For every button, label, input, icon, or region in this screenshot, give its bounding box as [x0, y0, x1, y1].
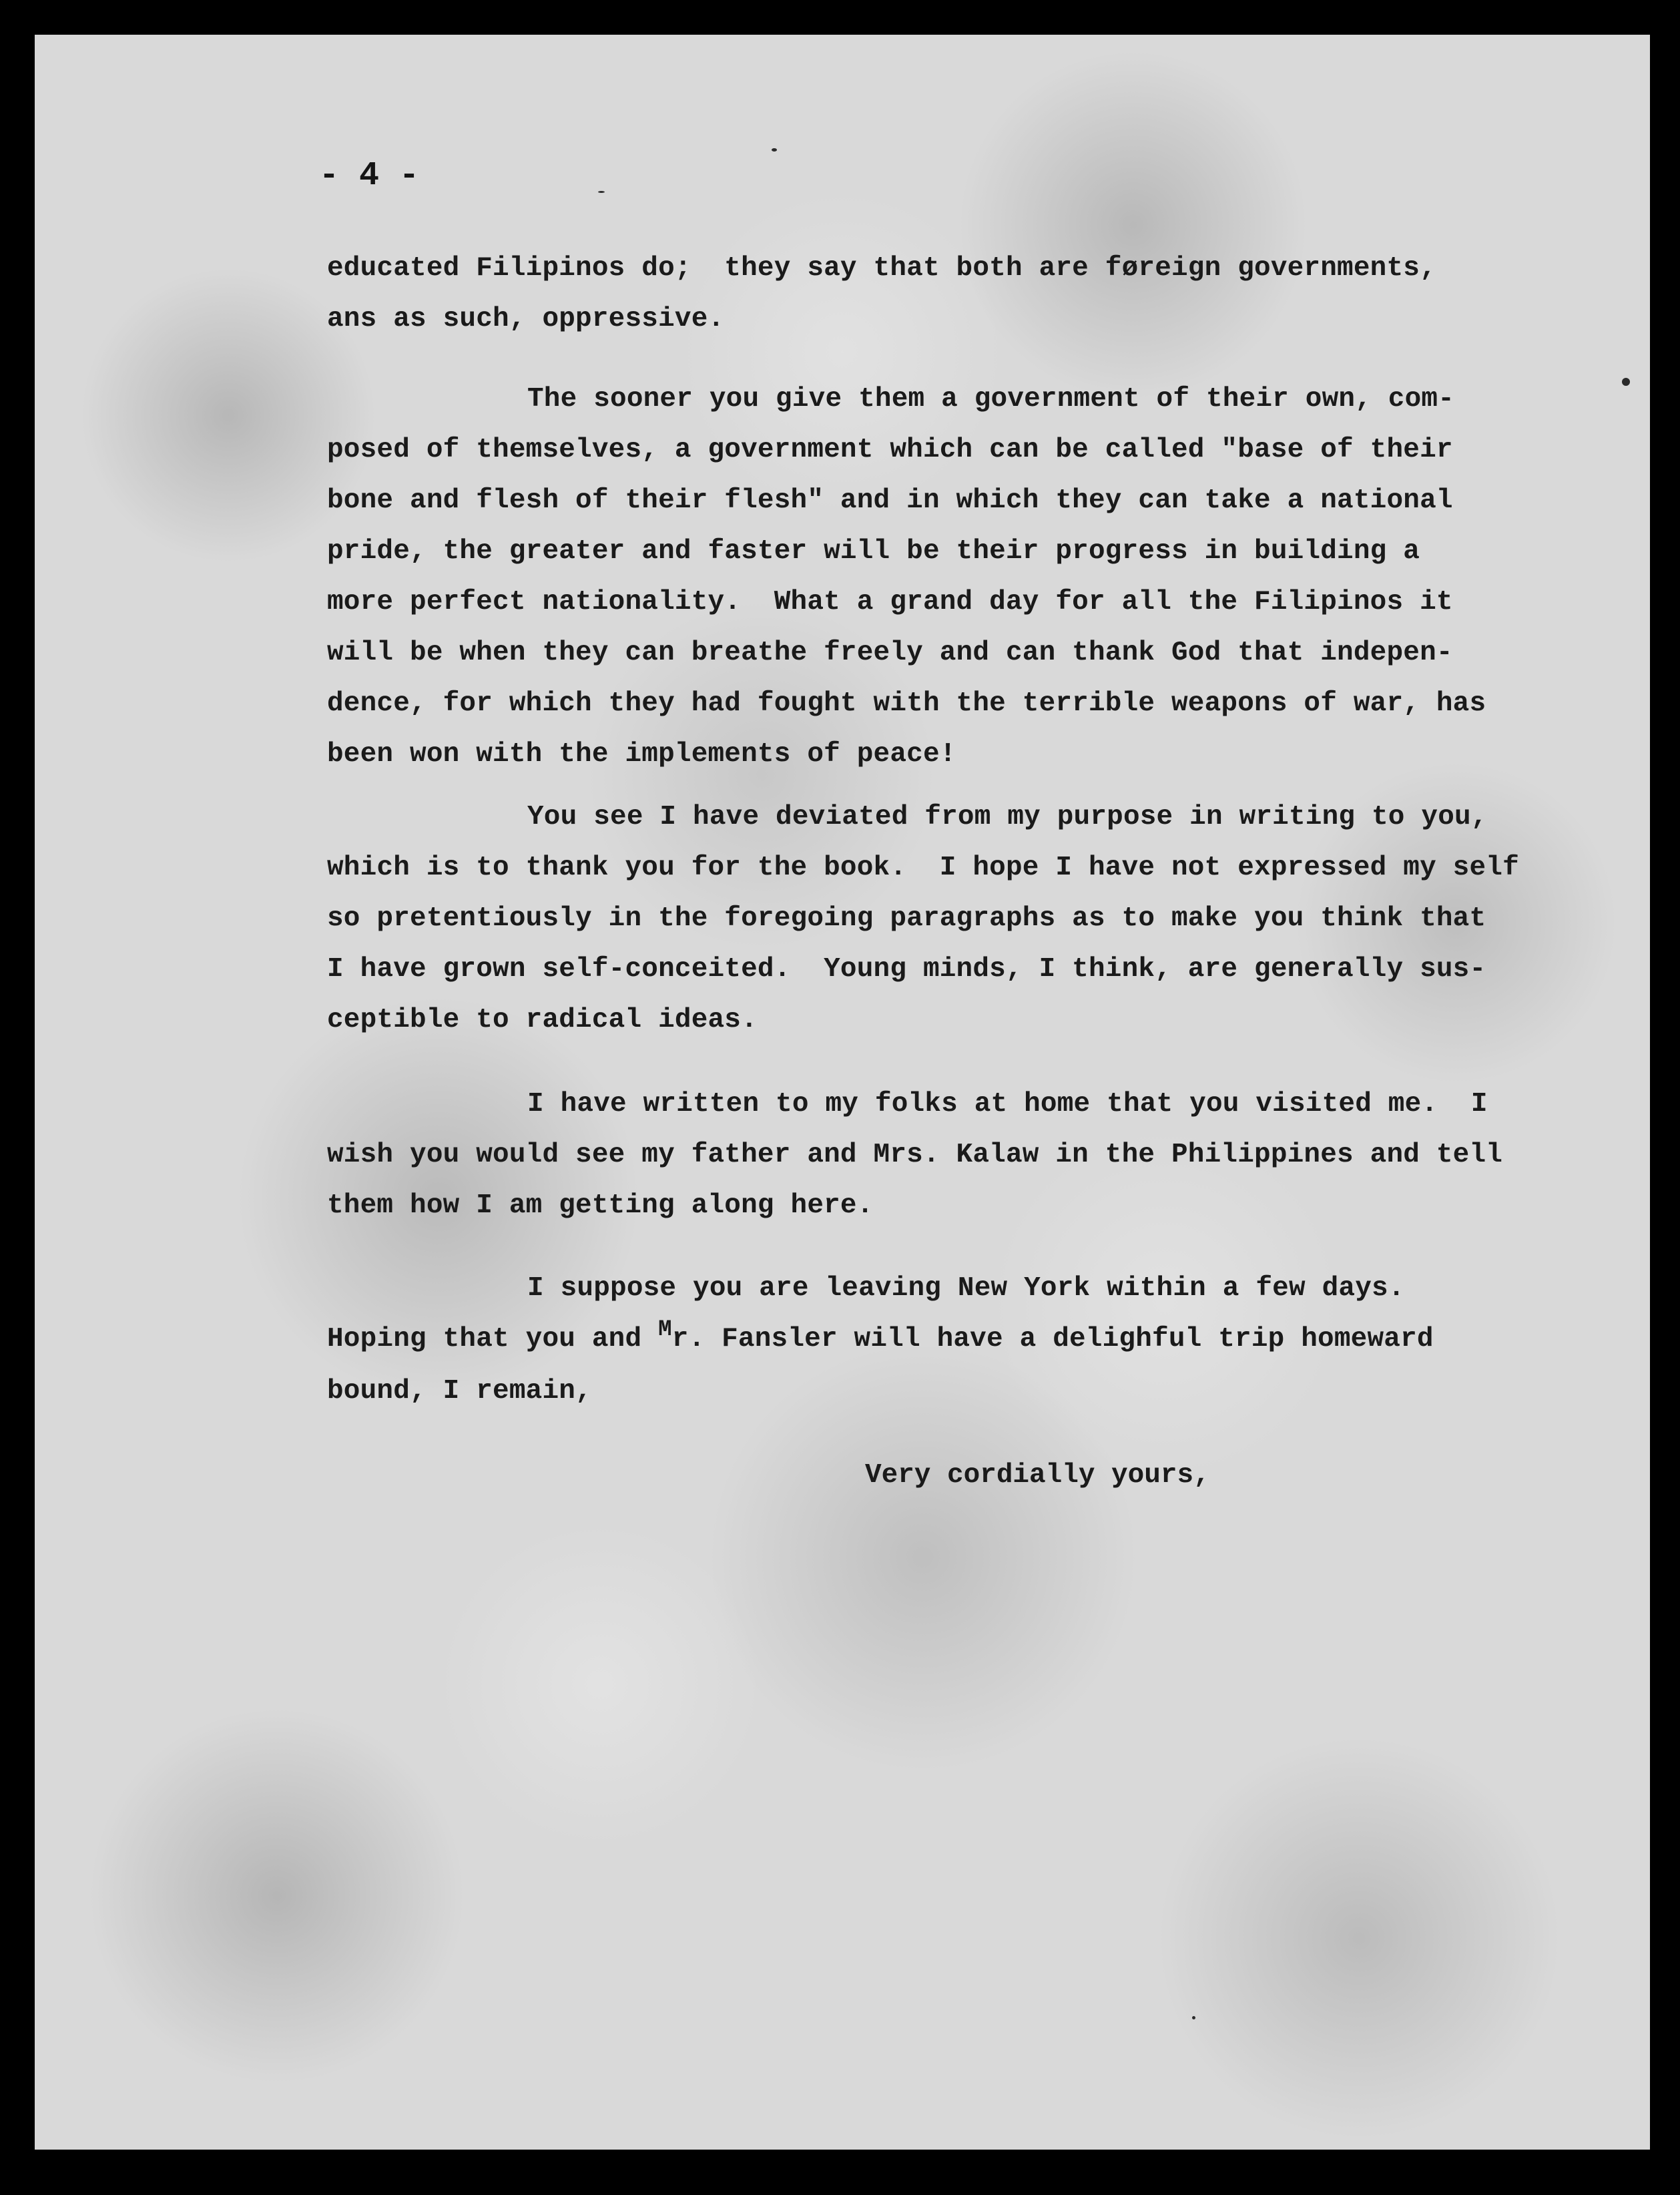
scan-speck	[1622, 378, 1630, 386]
scan-speck	[772, 148, 777, 152]
text-line: The sooner you give them a government of their own, com-	[527, 384, 1455, 415]
text-line: I suppose you are leaving New York within a few days.	[527, 1273, 1405, 1304]
paragraph-2	[327, 374, 1486, 780]
text-line: dence, for which they had fought with the terrible weapons of war, has	[327, 688, 1486, 719]
text-line: You see I have deviated from my purpose in writing to you,	[527, 802, 1488, 832]
text-line: more perfect nationality. What a grand day for all the Filipinos it	[327, 587, 1453, 618]
text-line: posed of themselves, a government which can be called "base of their	[327, 435, 1453, 465]
text-line: which is to thank you for the book. I hope I have not expressed my self	[327, 852, 1519, 883]
text-line: will be when they can breathe freely and can thank God that indepen-	[327, 638, 1453, 668]
scan-speck	[1192, 2016, 1195, 2019]
text-line: I have written to my folks at home that you visited me. I	[527, 1089, 1488, 1120]
text-line: ans as such, oppressive.	[327, 304, 725, 334]
text-segment: r. Fansler will have a delighful trip homeward	[671, 1324, 1434, 1355]
text-segment: Hoping that you and	[327, 1324, 659, 1355]
text-line: bone and flesh of their flesh" and in which they can take a national	[327, 485, 1453, 516]
paragraph-5	[327, 1263, 1434, 1417]
text-line: them how I am getting along here.	[327, 1190, 874, 1221]
text-line	[327, 1314, 1434, 1366]
page-number: - 4 -	[319, 157, 420, 195]
text-line: I have grown self-conceited. Young minds, I think, are generally sus-	[327, 954, 1486, 985]
paragraph-1	[327, 243, 1436, 344]
text-line: ceptible to radical ideas.	[327, 1005, 758, 1035]
text-line: wish you would see my father and Mrs. Kalaw in the Philippines and tell	[327, 1140, 1503, 1170]
text-line: been won with the implements of peace!	[327, 739, 956, 770]
closing: Very cordially yours,	[865, 1460, 1210, 1491]
scan-speck	[598, 191, 605, 193]
text-line: pride, the greater and faster will be their progress in building a	[327, 536, 1420, 567]
paragraph-3	[327, 792, 1519, 1045]
text-line: so pretentiously in the foregoing paragraphs as to make you think that	[327, 903, 1486, 934]
paragraph-4	[327, 1079, 1502, 1231]
superscript-letter: M	[658, 1317, 672, 1343]
text-line: bound, I remain,	[327, 1376, 592, 1407]
text-line: educated Filipinos do; they say that both are føreign governments,	[327, 253, 1436, 284]
